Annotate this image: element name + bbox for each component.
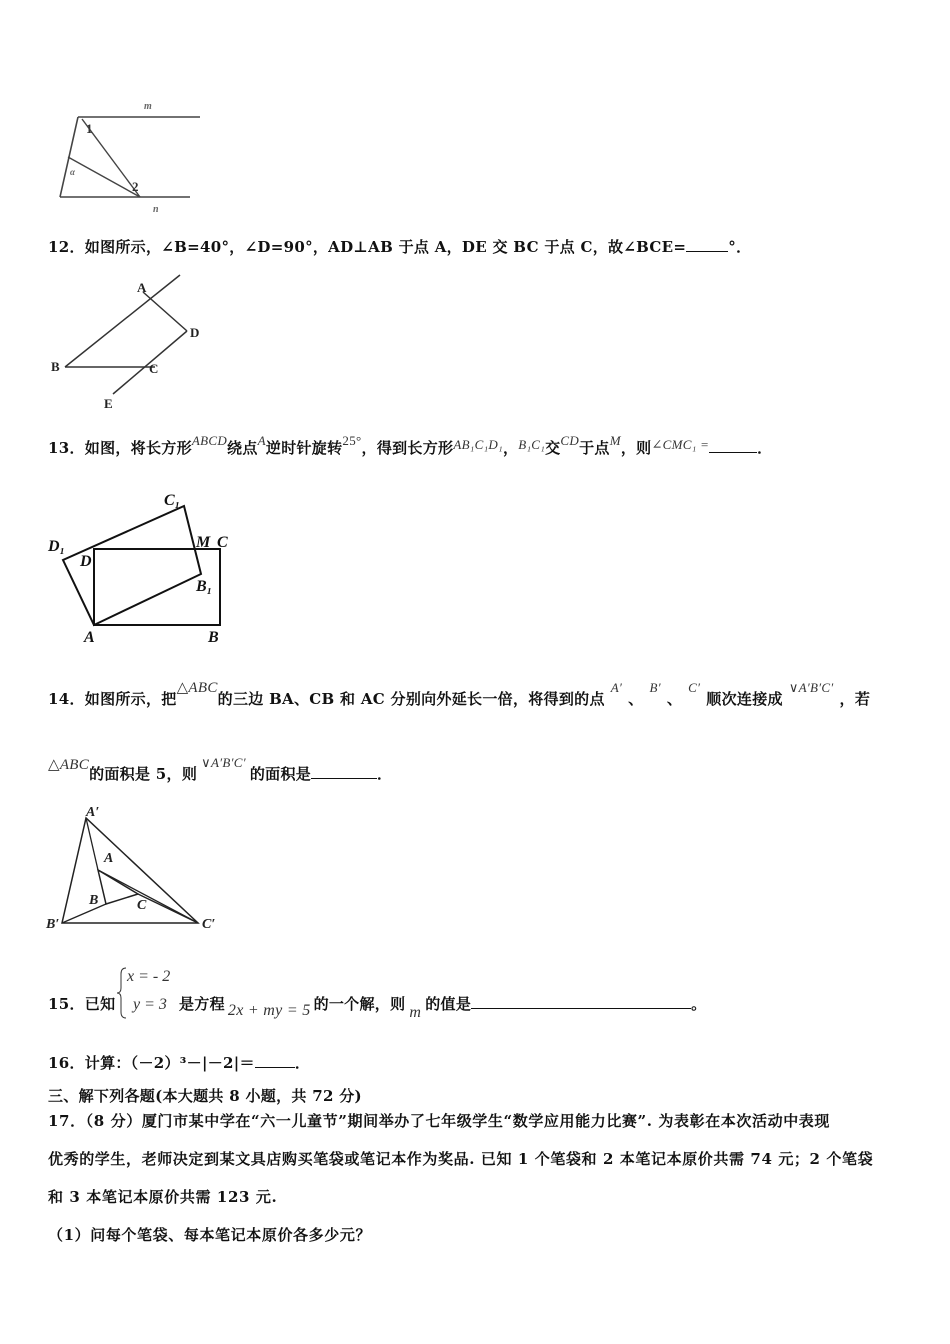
- q15-text-2: 是方程: [179, 995, 225, 1013]
- q13-label-B: B: [208, 629, 219, 645]
- label-n: n: [153, 204, 159, 215]
- q13-math-angle: ∠CMC₁ =: [651, 437, 710, 452]
- q15-eq-y: y = 3: [133, 996, 167, 1013]
- q15-text-3: 的一个解，则: [313, 995, 406, 1013]
- q15-answer-blank[interactable]: [471, 994, 691, 1009]
- q15-eq-x: x = - 2: [127, 968, 171, 985]
- q17-line-1: 17．（8 分）厦门市某中学在“六一儿童节”期间举办了七年级学生“数学应用能力比赛”. 为表彰在本次活动中表现: [48, 1112, 830, 1130]
- question-15: [48, 993, 115, 1014]
- q14-math-triangle-prime-2: ∨A′B′C′: [201, 755, 246, 770]
- q17-line-2: 优秀的学生，老师决定到某文具店购买笔袋或笔记本作为奖品. 已知 1 个笔袋和 2 本笔记本原价共需 74 元；2 个笔袋: [48, 1150, 874, 1168]
- q13-text-7: 于点: [579, 439, 610, 457]
- q15-math-equation: 2x + my = 5: [227, 1002, 311, 1019]
- label-alpha: α: [70, 167, 75, 177]
- q14-text-2: 的三边 BA、CB 和 AC 分别向外延长一倍，将得到的点: [217, 690, 605, 708]
- q13-text-8: ，则: [620, 439, 652, 457]
- q13-text-6: 交: [545, 439, 561, 457]
- label-m: m: [144, 101, 152, 112]
- q17-line-3: 和 3 本笔记本原价共需 123 元.: [48, 1188, 278, 1206]
- q14-label-B: B: [89, 893, 99, 908]
- q14-sep-2: 、: [666, 690, 683, 708]
- q15-math-m: m: [409, 1004, 422, 1021]
- question-15-rest: [179, 993, 707, 1021]
- question-12: [48, 236, 751, 257]
- q15-system: [117, 966, 179, 1020]
- q12-label-B: B: [51, 359, 60, 374]
- q13-text-4: ，得到长方形: [361, 439, 454, 457]
- figure-parallel-lines: [50, 95, 210, 220]
- q13-label-D: D: [80, 553, 92, 570]
- q16-answer-blank[interactable]: [255, 1053, 295, 1068]
- q12-answer-blank[interactable]: [686, 237, 728, 252]
- q14-text-6: 的面积是: [249, 765, 312, 783]
- q13-text-5: ，: [502, 439, 519, 457]
- q14-label-A: A: [104, 851, 114, 866]
- section-3-title: 三、解下列各题(本大题共 8 小题，共 72 分): [48, 1087, 362, 1105]
- q17-sub-question-1: （1）问每个笔袋、每本笔记本原价各多少元？: [48, 1226, 372, 1244]
- figure-q14: [42, 800, 232, 940]
- q14-answer-blank[interactable]: [311, 764, 377, 779]
- q14-label-C-prime: C′: [202, 917, 216, 932]
- q12-label-A: A: [137, 280, 147, 295]
- q13-tail: ．: [757, 439, 773, 457]
- figure-q13: [44, 485, 244, 645]
- q14-text-1: 14．如图所示，把: [48, 690, 177, 708]
- q15-text-1: 15．已知: [48, 995, 116, 1013]
- q14-math-triangle-ABC: △ABC: [176, 680, 218, 696]
- q13-text-3: 逆时针旋转: [265, 439, 343, 457]
- q12-label-D: D: [190, 325, 200, 340]
- q13-label-D1: D₁: [48, 538, 66, 555]
- q14-text-4: ，若: [839, 690, 871, 708]
- q12-label-E: E: [104, 396, 113, 411]
- q16-tail: ．: [294, 1054, 311, 1072]
- q13-math-B1C1: B₁C₁: [518, 437, 546, 452]
- q14-sep-1: 、: [628, 690, 644, 708]
- q14-label-C: C: [137, 898, 147, 913]
- q13-text-2: 绕点: [227, 439, 258, 457]
- q14-tail: ．: [377, 765, 393, 783]
- q14-text-3: 顺次连接成: [706, 690, 783, 708]
- q14-math-A-prime: A′: [610, 680, 623, 695]
- q13-math-25deg: 25°: [342, 433, 362, 448]
- q13-label-A: A: [84, 629, 95, 645]
- q12-tail: °．: [728, 238, 752, 256]
- q13-math-A: A: [257, 433, 266, 448]
- q13-math-AB1C1D1: AB₁C₁D₁: [453, 437, 503, 452]
- q13-text-1: 13．如图，将长方形: [48, 439, 192, 457]
- q15-text-4: 的值是: [425, 995, 472, 1013]
- question-13: [48, 433, 773, 458]
- label-angle-1: 1: [86, 121, 93, 136]
- q14-text-5: 的面积是 5，则: [89, 765, 198, 783]
- q12-label-C: C: [149, 361, 159, 376]
- question-14-line-1: [48, 680, 871, 709]
- q13-math-ABCD: ABCD: [191, 433, 228, 448]
- q13-label-C: C: [217, 534, 228, 551]
- label-angle-2: 2: [132, 179, 139, 194]
- q13-label-C1: C₁: [164, 492, 181, 509]
- q15-brace-icon: [117, 966, 127, 1020]
- q14-math-triangle-prime: ∨A′B′C′: [788, 680, 834, 695]
- q16-text: 16．计算：（－2）³－|－2|＝: [48, 1054, 255, 1072]
- q13-answer-blank[interactable]: [709, 438, 757, 453]
- question-16: [48, 1052, 310, 1073]
- q15-tail: 。: [691, 995, 707, 1013]
- q13-math-CD: CD: [560, 433, 580, 448]
- q14-math-C-prime: C′: [688, 680, 701, 695]
- q14-label-B-prime: B′: [46, 917, 60, 932]
- question-14-line-2: [48, 755, 393, 784]
- q12-text: 12．如图所示，∠B=40°，∠D=90°，AD⊥AB 于点 A，DE 交 BC 于点 C，故∠BCE=: [48, 238, 687, 256]
- question-17: [48, 1102, 908, 1254]
- q13-math-M: M: [609, 433, 621, 448]
- q14-math-triangle-ABC-2: △ABC: [48, 757, 90, 773]
- q13-label-M: M: [196, 534, 211, 551]
- q14-math-B-prime: B′: [649, 680, 661, 695]
- q14-label-A-prime: A′: [86, 805, 100, 820]
- q13-label-B1: B₁: [196, 578, 213, 595]
- figure-q12: [45, 270, 215, 415]
